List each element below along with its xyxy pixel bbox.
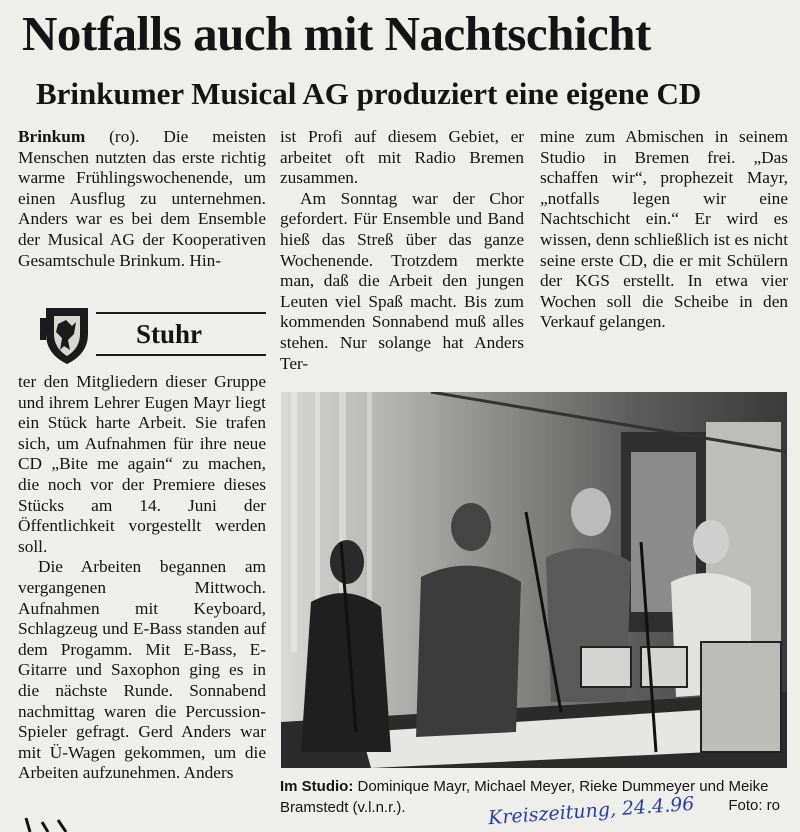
caption-text: Dominique Mayr, Michael Meyer, Rieke Dummeyer und Meike Bramstedt (v.l.n.r.). xyxy=(280,778,769,816)
cut-off-text-fragment xyxy=(18,812,118,832)
handwritten-source-note: Kreiszeitung, 24.4.96 xyxy=(487,792,696,830)
locality-label: Stuhr xyxy=(136,319,203,349)
studio-photo-illustration xyxy=(281,392,787,768)
caption-label: Im Studio: xyxy=(280,778,354,795)
photo-credit: Foto: ro xyxy=(728,797,780,814)
locality-box xyxy=(18,304,266,366)
article-column-3 xyxy=(540,127,788,333)
article-column-1-top xyxy=(18,127,266,271)
studio-photo xyxy=(281,392,787,768)
col1-text: (ro). Die meisten Menschen nutzten das erste richtig warme Frühlingswochenende, um einen Ausflug zu unternehmen. Anders war es bei dem Ensemble der Musical AG der Kooperativen Gesamtschule Brinkum. Hin- xyxy=(18,127,266,270)
col2-paragraph-1: ist Profi auf diesem Gebiet, er arbeitet oft mit Radio Bremen zusammen. xyxy=(280,127,524,188)
dateline: Brinkum xyxy=(18,127,86,146)
stuhr-coat-of-arms-icon xyxy=(40,304,94,366)
locality-rule-bottom xyxy=(96,354,266,356)
locality-rule-top xyxy=(96,312,266,314)
col1-continued: ter den Mitgliedern dieser Gruppe und ihrem Lehrer Eugen Mayr liegt ein Stück harte Arbeit. Sie trafen sich, um Aufnahmen für ihre neue CD „Bite me again“ zu machen, die noch vor der Premiere dieses Stücks am 14. Juni der Öffentlichkeit vorgestellt werden soll. xyxy=(18,372,266,556)
col1-paragraph-2: Die Arbeiten begannen am vergangenen Mittwoch. Aufnahmen mit Keyboard, Schlagzeug und E-Bass standen auf dem Progamm. Mit E-Bass, E-Gitarre und Saxophon ging es in die nächste Runde. Sonnabend nachmittag waren die Percussion-Spieler gefragt. Gerd Anders war mit Ü-Wagen gekommen, um die Arbeiten aufzunehmen. Anders xyxy=(18,557,266,783)
headline: Notfalls auch mit Nachtschicht xyxy=(22,6,651,61)
article-column-2 xyxy=(280,127,524,374)
article-column-1-bottom xyxy=(18,372,266,784)
subheadline: Brinkumer Musical AG produziert eine eigene CD xyxy=(36,76,702,111)
col3-paragraph-1: mine zum Abmischen in seinem Studio in Bremen frei. „Das schaffen wir“, prophezeit Mayr, „notfalls legen wir eine Nachtschicht ein.“ Er wird es wissen, denn schließlich ist es nicht seine erste CD, die er mit Schülern der KGS erstellt. In etwa vier Wochen soll die Scheibe in den Verkauf gelangen. xyxy=(540,127,788,332)
col2-paragraph-2: Am Sonntag war der Chor gefordert. Für Ensemble und Band hieß das Streß über das ganze Wochenende. Trotzdem merkte man, daß die Arbeit den jungen Leuten viel Spaß macht. Bis zum kommenden Sonnabend muß alles stehen. Nur solange hat Anders Ter- xyxy=(280,188,524,373)
